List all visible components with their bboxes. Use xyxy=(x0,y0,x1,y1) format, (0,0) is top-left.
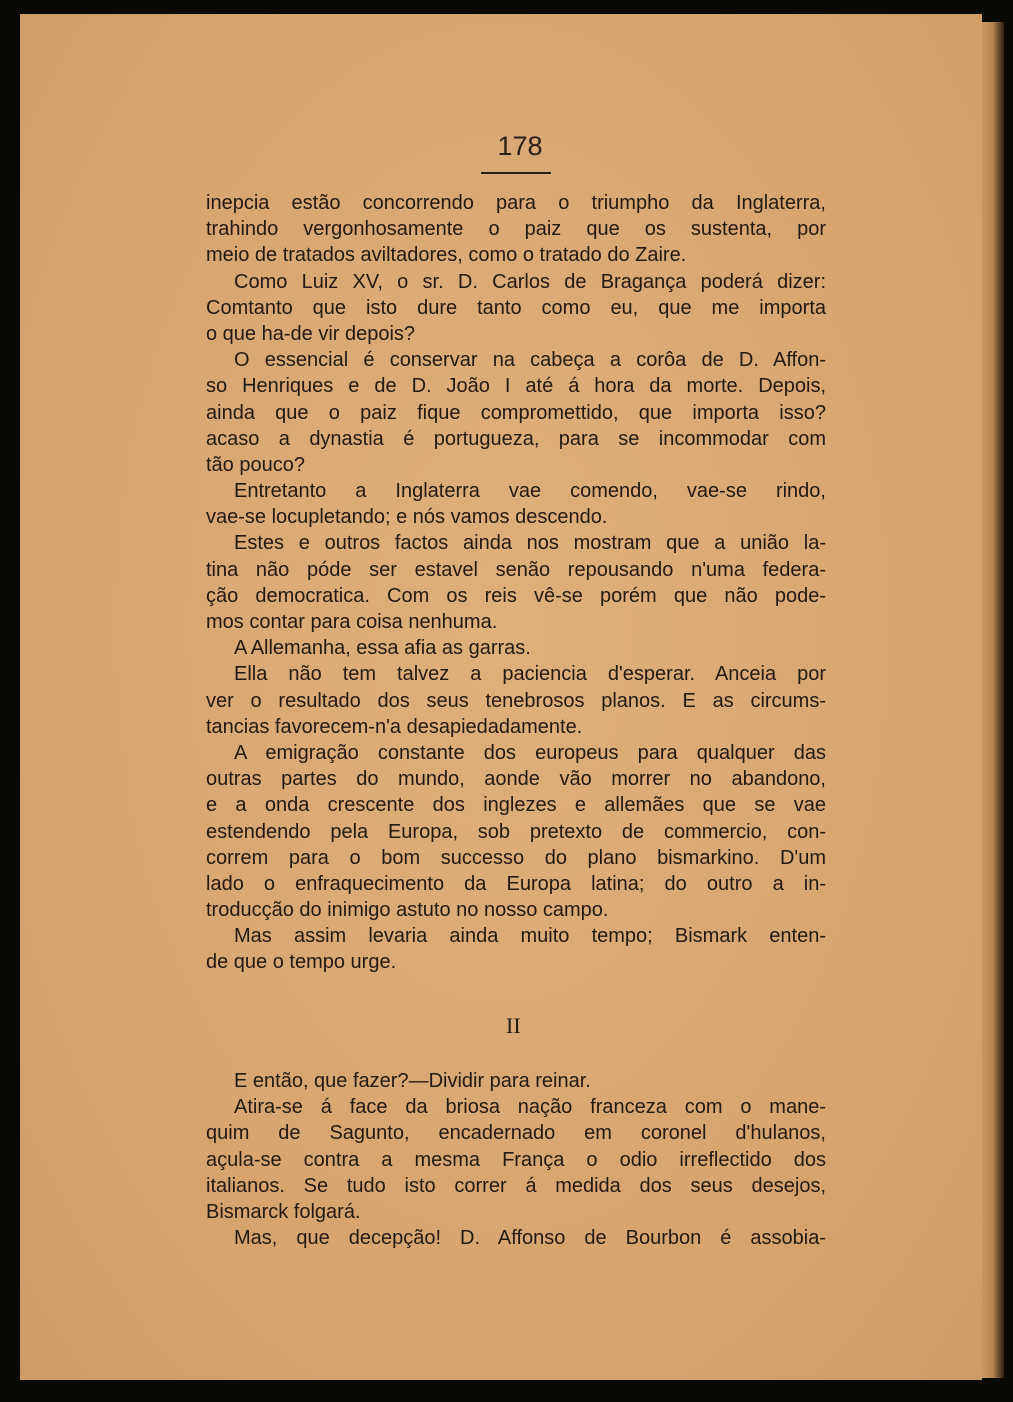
text-line: troducção do inimigo astuto no nosso campo. xyxy=(206,899,609,922)
text-line: E então, que fazer?—Dividir para reinar. xyxy=(234,1070,591,1092)
text-line: correm para o bom successo do plano bismarkino. D'um xyxy=(206,846,826,869)
text-line: inepcia estão concorrendo para o triumpho da Inglaterra, xyxy=(206,192,826,214)
text-line: tancias favorecem-n'a desapiedadamente. xyxy=(206,715,583,738)
text-line: outras partes do mundo, aonde vão morrer no abandono, xyxy=(206,768,826,791)
text-line: A Allemanha, essa afia as garras. xyxy=(234,637,531,660)
text-line: Como Luiz XV, o sr. D. Carlos de Bragança poderá dizer: xyxy=(234,270,826,293)
text-line: lado o enfraquecimento da Europa latina; do outro a in- xyxy=(206,872,826,895)
page-number-rule xyxy=(481,172,551,174)
text-line: estendendo pela Europa, sob pretexto de commercio, con- xyxy=(206,820,826,843)
text-line: trahindo vergonhosamente o paiz que os sustenta, por xyxy=(206,218,826,241)
body-text-top xyxy=(206,190,826,976)
text-line: Ella não tem talvez a paciencia d'esperar. Anceia por xyxy=(234,663,826,686)
text-line: ção democratica. Com os reis vê-se porém que não pode- xyxy=(206,584,826,607)
text-line: o que ha-de vir depois? xyxy=(206,322,416,345)
text-line: ver o resultado dos seus tenebrosos planos. E as circums- xyxy=(206,689,826,712)
text-line: Mas assim levaria ainda muito tempo; Bismark enten- xyxy=(234,925,826,948)
page-edge xyxy=(982,22,1004,1378)
text-line: mos contar para coisa nenhuma. xyxy=(206,611,498,633)
text-line: ainda que o paiz fique compromettido, que importa isso? xyxy=(206,401,826,424)
text-line: Estes e outros factos ainda nos mostram que a união la- xyxy=(234,532,826,555)
text-line: e a onda crescente dos inglezes e allemães que se vae xyxy=(206,794,826,817)
text-line: de que o tempo urge. xyxy=(206,951,397,974)
text-line: Mas, que decepção! D. Affonso de Bourbon é assobia- xyxy=(234,1227,826,1250)
text-line: Comtanto que isto dure tanto como eu, que me importa xyxy=(206,296,826,319)
body-text-bottom xyxy=(206,1068,826,1251)
text-line: A emigração constante dos europeus para qualquer das xyxy=(234,741,826,764)
page-number: 178 xyxy=(497,131,543,161)
text-line: tão pouco? xyxy=(206,453,305,476)
text-line: so Henriques e de D. João I até á hora da morte. Depois, xyxy=(206,375,826,398)
text-line: O essencial é conservar na cabeça a corôa de D. Affon- xyxy=(234,349,826,372)
text-line: quim de Sagunto, encadernado em coronel d'hulanos, xyxy=(206,1122,826,1145)
text-line: meio de tratados aviltadores, como o tratado do Zaire. xyxy=(206,244,687,267)
text-line: açula-se contra a mesma França o odio irreflectido dos xyxy=(206,1148,826,1171)
text-line: italianos. Se tudo isto correr á medida dos seus desejos, xyxy=(206,1174,826,1197)
text-line: vae-se locupletando; e nós vamos descendo. xyxy=(206,506,608,529)
text-line: acaso a dynastia é portugueza, para se incommodar com xyxy=(206,427,826,450)
section-heading: II xyxy=(506,1013,521,1038)
text-line: tina não póde ser estavel senão repousando n'uma federa- xyxy=(206,558,826,581)
text-line: Atira-se á face da briosa nação franceza com o mane- xyxy=(234,1096,826,1119)
text-line: Entretanto a Inglaterra vae comendo, vae-se rindo, xyxy=(234,480,826,503)
text-line: Bismarck folgará. xyxy=(206,1200,361,1223)
